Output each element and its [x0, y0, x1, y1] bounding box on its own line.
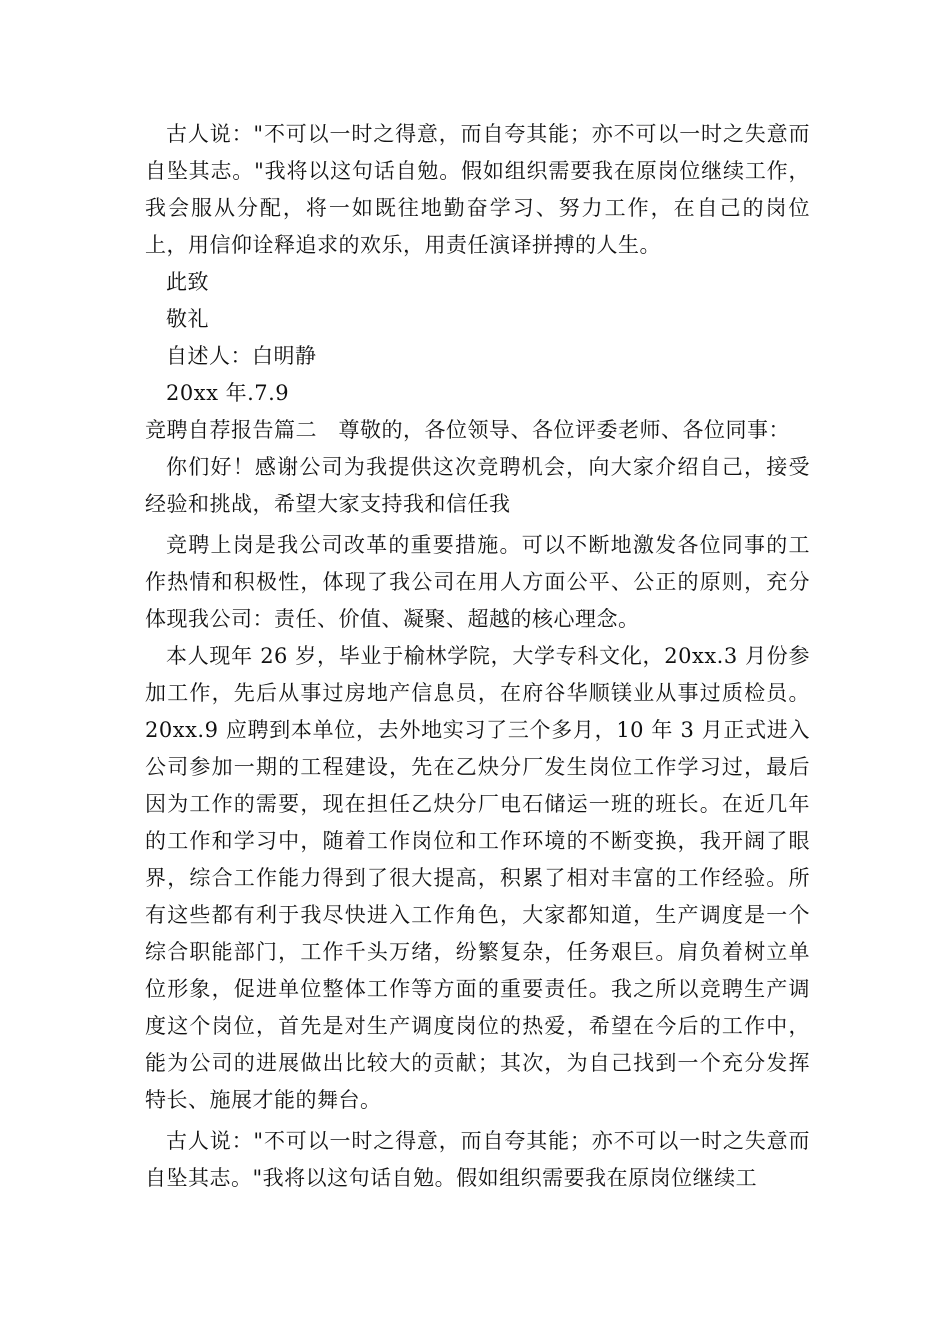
paragraph-greeting: 你们好！感谢公司为我提供这次竞聘机会，向大家介绍自己，接受经验和挑战，希望大家支持我和信任我: [145, 455, 810, 516]
paragraph-reform: 竞聘上岗是我公司改革的重要措施。可以不断地激发各位同事的工作热情和积极性，体现了我公司在用人方面公平、公正的原则，充分体现我公司：责任、价值、凝聚、超越的核心理念。: [145, 533, 810, 631]
section-heading: 竞聘自荐报告篇二 尊敬的，各位领导、各位评委老师、各位同事：: [145, 418, 790, 442]
salutation-jingli: 敬礼: [166, 307, 209, 331]
salutation-cizhi: 此致: [166, 270, 209, 294]
paragraph-quote-closing: 古人说："不可以一时之得意，而自夸其能；亦不可以一时之失意而自坠其志。"我将以这句话自勉。假如组织需要我在原岗位继续工作，我会服从分配，将一如既往地勤奋学习、努力工作，在自己的岗位上，用信仰诠释追求的欢乐，用责任演译拼搏的人生。: [145, 122, 810, 257]
signature-date: 20xx 年.7.9: [166, 381, 290, 405]
signature-author: 自述人：白明静: [166, 344, 317, 368]
document-body: [145, 116, 810, 1197]
paragraph-quote-repeat: 古人说："不可以一时之得意，而自夸其能；亦不可以一时之失意而自坠其志。"我将以这句话自勉。假如组织需要我在原岗位继续工: [145, 1129, 810, 1190]
paragraph-background: 本人现年 26 岁，毕业于榆林学院，大学专科文化，20xx.3 月份参加工作，先后从事过房地产信息员，在府谷华顺镁业从事过质检员。20xx.9 应聘到本单位，去外地实习了三个多月，10 年 3 月正式进入公司参加一期的工程建设，先在乙炔分厂发生岗位工作学习过，最后因为工作的需要，现在担任乙炔分厂电石储运一班的班长。在近几年的工作和学习中，随着工作岗位和工作环境的不断变换，我开阔了眼界，综合工作能力得到了很大提高，积累了相对丰富的工作经验。所有这些都有利于我尽快进入工作角色，大家都知道，生产调度是一个综合职能部门，工作千头万绪，纷繁复杂，任务艰巨。肩负着树立单位形象，促进单位整体工作等方面的重要责任。我之所以竞聘生产调度这个岗位，首先是对生产调度岗位的热爱，希望在今后的工作中，能为公司的进展做出比较大的贡献；其次，为自己找到一个充分发挥特长、施展才能的舞台。: [145, 644, 810, 1112]
